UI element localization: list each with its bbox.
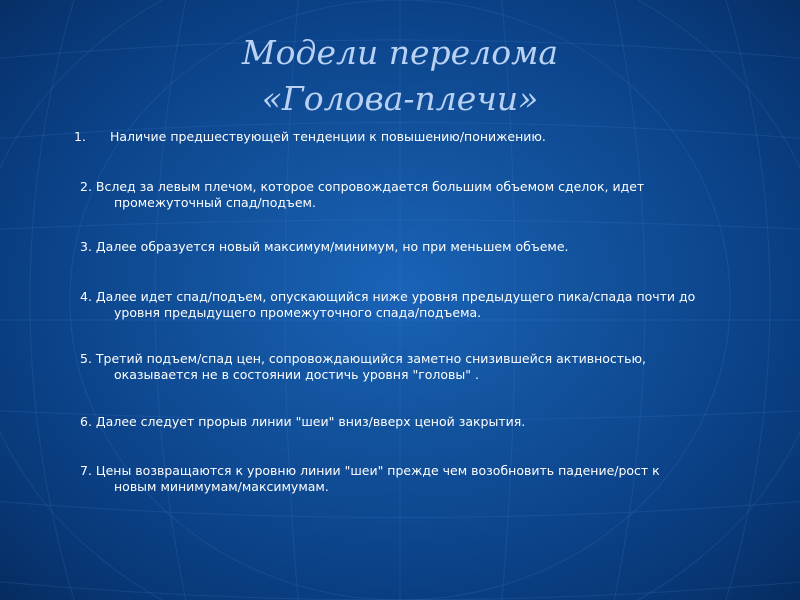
list-item-text-continued: промежуточный спад/подъем. — [114, 195, 316, 210]
list-item — [80, 239, 568, 255]
slide-title-line-1: Модели перелома — [241, 33, 559, 72]
list-item-text: 4. Далее идет спад/подъем, опускающийся ниже уровня предыдущего пика/спада почти до — [80, 289, 696, 304]
list-item — [80, 289, 695, 321]
list-item-text: Наличие предшествующей тенденции к повышению/понижению. — [110, 129, 546, 144]
list-item-text-continued: новым минимумам/максимумам. — [114, 479, 329, 494]
list-item — [80, 414, 525, 430]
list-item-text: 2. Вслед за левым плечом, которое сопровождается большим объемом сделок, идет — [80, 179, 645, 194]
list-item — [80, 351, 646, 383]
list-item — [80, 463, 660, 495]
list-item-text-continued: уровня предыдущего промежуточного спада/подъема. — [114, 305, 482, 320]
list-item-text: 3. Далее образуется новый максимум/минимум, но при меньшем объеме. — [80, 239, 569, 254]
list-item-text: 7. Цены возвращаются к уровню линии "шеи" прежде чем возобновить падение/рост к — [80, 463, 660, 478]
list-item-text-continued: оказывается не в состоянии достичь уровня "головы" . — [114, 367, 479, 382]
list-item — [80, 179, 644, 211]
list-item-number: 1. — [74, 129, 86, 144]
list-item-text: 6. Далее следует прорыв линии "шеи" вниз/вверх ценой закрытия. — [80, 414, 526, 429]
list-item-text: 5. Третий подъем/спад цен, сопровождающийся заметно снизившейся активностью, — [80, 351, 646, 366]
slide-title-line-2: «Голова-плечи» — [261, 79, 539, 118]
